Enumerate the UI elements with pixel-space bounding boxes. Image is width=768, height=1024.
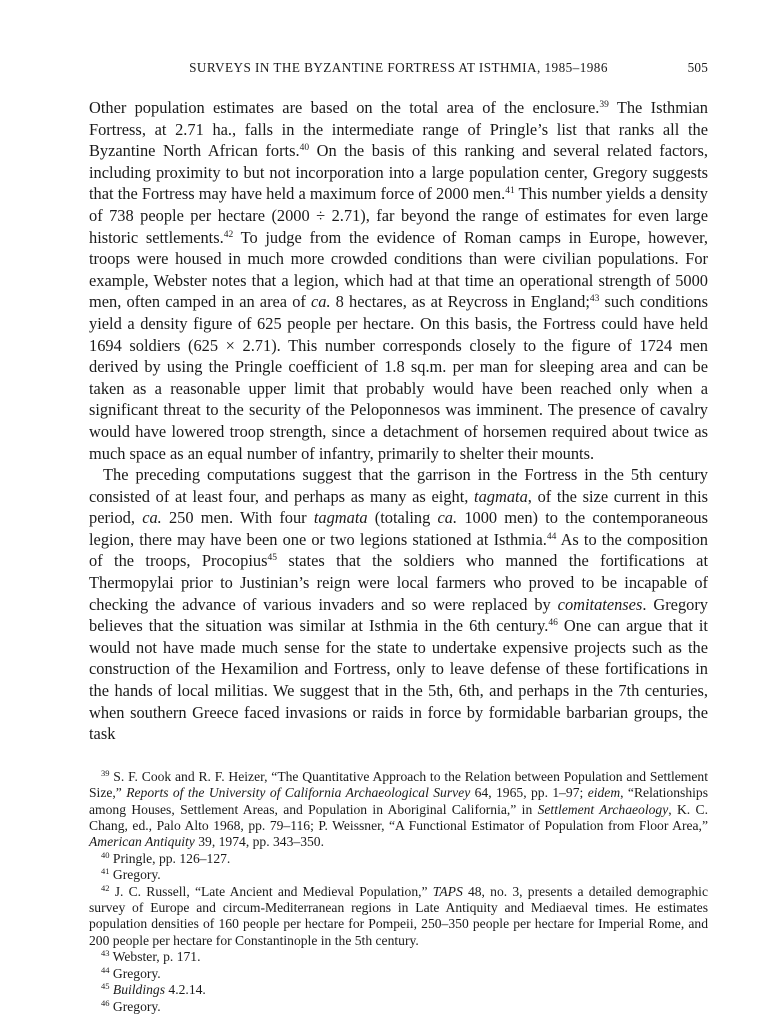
text-run: 4.2.14.: [165, 982, 206, 998]
italic-text: ca.: [310, 292, 331, 312]
footnote: [89, 982, 708, 998]
footnotes: [89, 769, 708, 1015]
text-run: Gregory.: [109, 998, 161, 1014]
footnote-ref: 39: [599, 100, 609, 110]
italic-text: comitatenses: [557, 594, 643, 614]
italic-text: Reports of the University of California Archaeological Survey: [126, 785, 471, 801]
footnote-number: 42: [101, 882, 110, 893]
text-run: Gregory.: [109, 965, 161, 981]
footnote: [89, 999, 708, 1015]
footnote: [89, 851, 708, 867]
page: [89, 60, 708, 1015]
body-paragraph: [89, 464, 708, 745]
italic-text: TAPS: [432, 883, 463, 899]
footnote-text: [89, 884, 708, 948]
footnote-ref: 42: [223, 229, 234, 240]
italic-text: Buildings: [112, 982, 166, 998]
page-number: 505: [687, 60, 708, 75]
text-run: 48, no. 3, presents a detailed demographic survey of Europe and circum-Mediterranean regions in Late Antiquity and Mediaeval times. He estimates population densities of 160 people per hectare for Pompeii, 250–350 people per hectare for Imperial Rome, and 200 people per hectare for Constantinople in the 5th century.: [89, 883, 708, 948]
footnote-text: [110, 949, 201, 964]
text-run: 39, 1974, pp. 343–350.: [194, 834, 324, 850]
text-run: The Isthmian Fortress, at 2.71 ha., falls in the intermediate range of Pringle’s list that ranks all the Byzantine North African forts.: [89, 98, 708, 161]
italic-text: ca.: [142, 508, 162, 528]
text-run: , “Relationships among Houses, Settlement Areas, and Population in Aboriginal California,” in: [89, 785, 708, 817]
text-run: The preceding computations suggest that the garrison in the Fortress in the 5th century consisted of at least four, and perhaps as many as eight,: [89, 465, 708, 506]
text-run: 250 men. With four: [161, 508, 314, 528]
footnote-number: 44: [101, 964, 110, 975]
text-run: 1000 men) to the contemporaneous legion, there may have been one or two legions stationed at Isthmia.: [89, 508, 708, 549]
body-text: [89, 97, 708, 745]
footnote-text: [110, 851, 231, 866]
text-run: (totaling: [367, 508, 438, 528]
text-run: One can argue that it would not have made much sense for the state to undertake expensive projects such as the construction of the Hexamilion and Fortress, only to leave defense of these fortifications in the hands of local militias. We suggest that in the 5th, 6th, and perhaps in the 7th centuries, when southern Greece faced invasions or raids in force by formidable barbarian groups, the task: [89, 616, 708, 744]
footnote-ref: 46: [548, 618, 558, 629]
footnote-number: 43: [101, 948, 110, 959]
text-run: Other population estimates are based on the total area of the enclosure.: [89, 98, 600, 117]
italic-text: eidem: [587, 785, 621, 801]
footnote: [89, 966, 708, 982]
text-run: . Gregory believes that the situation was similar at Isthmia in the 6th century.: [89, 594, 708, 636]
footnote-number: 45: [101, 981, 110, 992]
footnote-text: [110, 999, 161, 1014]
text-run: This number yields a density of 738 people per hectare (2000 ÷ 2.71), far beyond the range of estimates for even large historic settlements.: [89, 184, 708, 247]
footnote-text: [110, 867, 161, 882]
italic-text: Settlement Archaeology: [537, 801, 669, 817]
text-run: Pringle, pp. 126–127.: [109, 850, 231, 866]
footnote-number: 46: [101, 997, 110, 1008]
text-run: states that the soldiers who manned the fortifications at Thermopylai prior to Justinian’s reign were local farmers who proved to be incapable of checking the advance of various invaders and so were replaced by: [89, 551, 708, 614]
footnote-text: [89, 769, 708, 850]
footnote-text: [110, 966, 161, 981]
italic-text: American Antiquity: [89, 834, 195, 850]
text-run: , of the size current in this period,: [89, 486, 708, 528]
footnote-number: 41: [101, 866, 110, 877]
footnote-ref: 45: [267, 553, 277, 564]
text-run: J. C. Russell, “Late Ancient and Medieval Population,”: [109, 883, 433, 899]
text-run: Gregory.: [109, 867, 161, 883]
italic-text: tagmata: [474, 486, 528, 506]
text-run: 64, 1965, pp. 1–97;: [470, 785, 588, 801]
footnote-ref: 43: [589, 294, 600, 305]
running-head: [89, 60, 708, 82]
footnote: [89, 867, 708, 883]
footnote-text: [110, 982, 206, 997]
running-title: SURVEYS IN THE BYZANTINE FORTRESS AT ISTHMIA, 1985–1986: [189, 60, 608, 75]
footnote: [89, 949, 708, 965]
text-run: As to the composition of the troops, Procopius: [89, 529, 708, 571]
footnote-ref: 40: [299, 143, 310, 154]
text-run: , K. C. Chang, ed., Palo Alto 1968, pp. 79–116; P. Weissner, “A Functional Estimator of Population from Floor Area,”: [89, 801, 708, 834]
italic-text: tagmata: [313, 508, 368, 528]
text-run: To judge from the evidence of Roman camps in Europe, however, troops were housed in much more crowded conditions than were civilian populations. For example, Webster notes that a legion, which had at that time an operational strength of 5000 men, often camped in an area of: [89, 227, 708, 312]
footnote-ref: 44: [546, 531, 557, 542]
text-run: Webster, p. 171.: [109, 949, 201, 965]
footnote-number: 40: [101, 849, 110, 860]
footnote: [89, 884, 708, 950]
footnote-ref: 41: [505, 186, 515, 197]
text-run: S. F. Cook and R. F. Heizer, “The Quantitative Approach to the Relation between Population and Settlement Size,”: [89, 768, 708, 801]
text-run: such conditions yield a density figure of 625 people per hectare. On this basis, the Fortress could have held 1694 soldiers (625 × 2.71). This number corresponds closely to the figure of 1724 men derived by using the Pringle coefficient of 1.8 sq.m. per man for sleeping area and can be taken as a reasonable upper limit that probably would have been reached only when a significant threat to the security of the Peloponnesos was imminent. The presence of cavalry would have lowered troop strength, since a detachment of horsemen required about twice as much space as an equal number of infantry, primarily to shelter their mounts.: [89, 292, 708, 463]
footnote: [89, 769, 708, 851]
body-paragraph: [89, 97, 708, 464]
text-run: 8 hectares, as at Reycross in England;: [330, 292, 590, 312]
text-run: On the basis of this ranking and several related factors, including proximity to but not incorporation into a large population center, Gregory suggests that the Fortress may have held a maximum force of 2000 men.: [89, 141, 708, 204]
italic-text: ca.: [437, 508, 458, 528]
footnote-number: 39: [101, 767, 110, 778]
